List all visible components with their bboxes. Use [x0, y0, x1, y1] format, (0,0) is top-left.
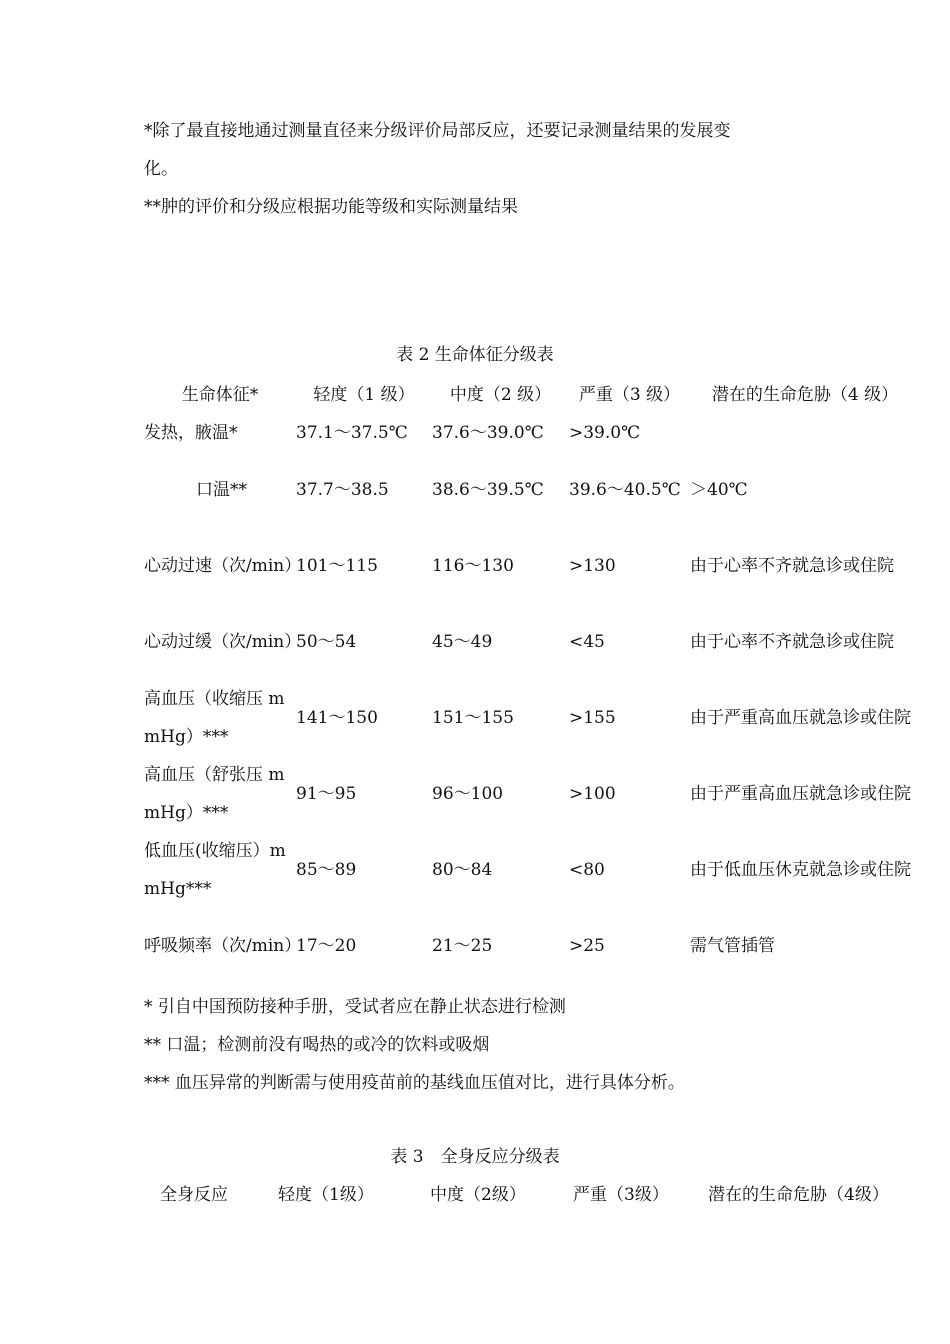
table-cell: 96～100	[432, 784, 504, 804]
table-cell: <45	[569, 632, 605, 652]
table-cell: 50～54	[296, 632, 357, 652]
table-cell: 141～150	[296, 708, 378, 728]
table-cell: 高血压（舒张压 mmHg）***	[144, 765, 285, 823]
table3-header-cell: 潜在的生命危胁（4级）	[708, 1185, 889, 1205]
table-cell: 39.6～40.5℃	[569, 480, 681, 500]
table2-header-row	[144, 376, 920, 414]
table-cell: >25	[569, 936, 605, 956]
table-cell: >130	[569, 556, 616, 576]
table2-footnote: ** 口温；检测前没有喝热的或冷的饮料或吸烟	[144, 1035, 490, 1055]
table-row	[144, 452, 920, 528]
table-cell: 151～155	[432, 708, 514, 728]
table-cell: <80	[569, 860, 605, 880]
table-cell: 由于低血压休克就急诊或住院	[690, 860, 911, 880]
table-row	[144, 908, 920, 984]
table-cell: 37.1～37.5℃	[296, 423, 408, 443]
table-row	[144, 604, 920, 680]
table-row	[144, 414, 920, 452]
table-cell: 116～130	[432, 556, 514, 576]
table-cell: 需气管插管	[690, 936, 775, 956]
table2-header-cell: 生命体征*	[181, 385, 259, 405]
table-cell: 45～49	[432, 632, 493, 652]
table3-header-cell: 严重（3级）	[573, 1185, 669, 1205]
table2-header-cell: 严重（3 级）	[578, 385, 681, 405]
table-cell: 由于心率不齐就急诊或住院	[690, 556, 894, 576]
table2-header-cell: 轻度（1 级）	[313, 385, 415, 405]
table-row	[144, 680, 920, 756]
table-cell: 101～115	[296, 556, 378, 576]
table-row	[144, 832, 920, 908]
table-cell: >100	[569, 784, 616, 804]
table3-header-cell: 全身反应	[160, 1185, 228, 1205]
table-cell: 由于心率不齐就急诊或住院	[690, 632, 894, 652]
table-cell: 发热，腋温*	[144, 423, 238, 443]
table-cell: >39.0℃	[569, 423, 641, 443]
table-cell: ＞40℃	[690, 480, 748, 500]
table-cell: 21～25	[432, 936, 493, 956]
table-cell: 心动过缓（次/min）	[144, 632, 302, 652]
table-cell: 口温**	[196, 480, 247, 500]
table-cell	[690, 414, 920, 452]
table-cell: 心动过速（次/min）	[144, 556, 302, 576]
table2-header-cell: 中度（2 级）	[449, 385, 552, 405]
table3-header-cell: 轻度（1级）	[278, 1185, 374, 1205]
table-cell: 高血压（收缩压 mmHg）***	[144, 689, 285, 747]
table-cell: 由于严重高血压就急诊或住院	[690, 784, 911, 804]
top-note-line-2: 化。	[144, 159, 178, 179]
table-cell: 37.7～38.5	[296, 480, 389, 500]
table-cell: 低血压(收缩压）mmHg***	[144, 841, 286, 899]
vital-signs-table	[144, 376, 920, 984]
table-cell: 85～89	[296, 860, 357, 880]
table2-header-cell: 潜在的生命危胁（4 级）	[711, 385, 899, 405]
table-cell: 37.6～39.0℃	[432, 423, 544, 443]
table-cell: 由于严重高血压就急诊或住院	[690, 708, 911, 728]
table-cell: 呼吸频率（次/min）	[144, 936, 302, 956]
table-row	[144, 528, 920, 604]
table-row	[144, 756, 920, 832]
table-cell: 91～95	[296, 784, 357, 804]
table-cell: 80～84	[432, 860, 493, 880]
table3-header-cell: 中度（2级）	[430, 1185, 526, 1205]
table-cell: 17～20	[296, 936, 357, 956]
table2-footnote: * 引自中国预防接种手册，受试者应在静止状态进行检测	[144, 997, 566, 1017]
top-note-line-1: *除了最直接地通过测量直径来分级评价局部反应，还要记录测量结果的发展变	[144, 121, 731, 141]
table-cell: >155	[569, 708, 616, 728]
table3-title: 表 3 全身反应分级表	[390, 1147, 560, 1167]
table2-footnote: *** 血压异常的判断需与使用疫苗前的基线血压值对比，进行具体分析。	[144, 1073, 685, 1093]
top-note-line-3: **肿的评价和分级应根据功能等级和实际测量结果	[144, 197, 518, 217]
table-cell: 38.6～39.5℃	[432, 480, 544, 500]
table2-title: 表 2 生命体征分级表	[396, 345, 554, 365]
